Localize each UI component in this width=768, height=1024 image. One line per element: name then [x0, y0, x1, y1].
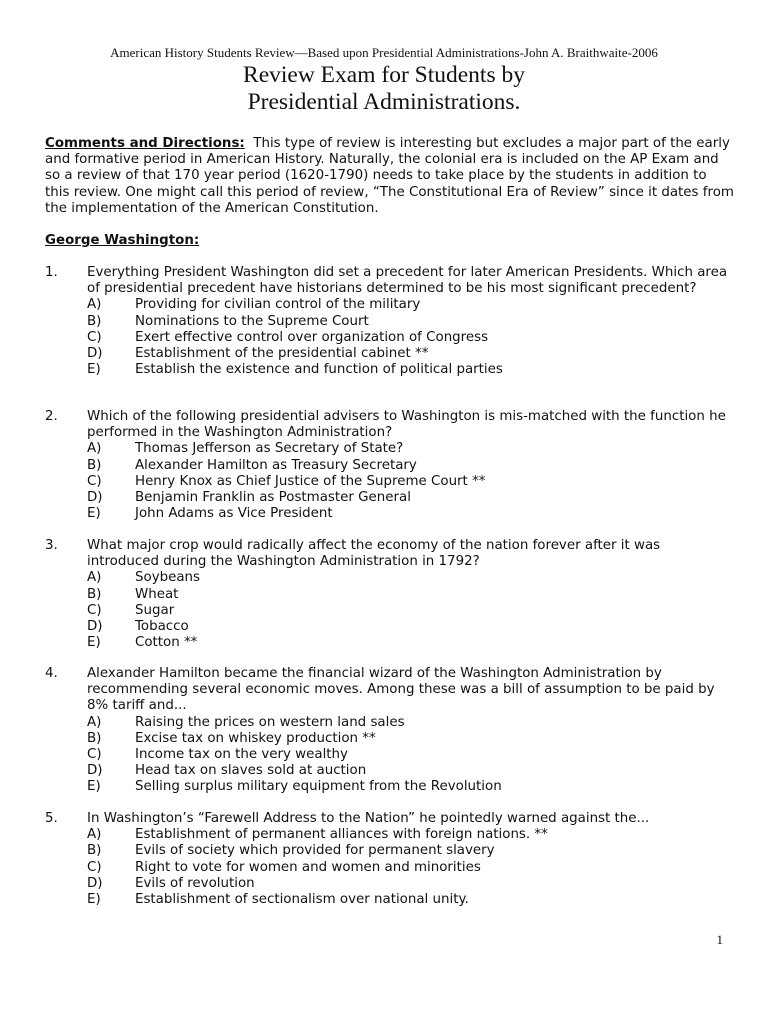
option-label: A): [87, 441, 102, 457]
option-text: Head tax on slaves sold at auction: [135, 763, 367, 779]
comments-text: This type of review is interesting but excludes a major part of the early and formative period in American History. Naturally, the colonial era is included on the AP Exam and so a review of that 170 year period (1620-1790) needs to take place by the students in addition to this review. One might call this period of review, “The Constitutional Era of Review” since it dates from the implementation of the American Constitution.: [45, 136, 734, 216]
option-text: Henry Knox as Chief Justice of the Supreme Court **: [135, 473, 486, 489]
option-text: Evils of revolution: [135, 875, 255, 891]
answer-option: [87, 570, 735, 586]
option-label: C): [87, 747, 102, 763]
question-number: 2.: [45, 409, 58, 424]
option-label: D): [87, 875, 103, 891]
answer-option: [87, 441, 735, 457]
option-label: E): [87, 506, 101, 522]
document-header: American History Students Review—Based upon Presidential Administrations-John A. Braithwaite-2006: [110, 45, 658, 60]
question-text: What major crop would radically affect the economy of the nation forever after it was introduced during the Washington Administration in 1792?: [87, 538, 661, 570]
option-text: Nominations to the Supreme Court: [135, 313, 369, 329]
answer-option: [87, 314, 735, 330]
answer-option: [87, 506, 735, 522]
option-label: C): [87, 859, 102, 875]
question-text: Which of the following presidential advisers to Washington is mis-matched with the function he performed in the Washington Administration?: [87, 409, 726, 441]
answer-option: [87, 635, 735, 651]
option-text: John Adams as Vice President: [135, 506, 333, 522]
question-text: Everything President Washington did set a precedent for later American Presidents. Which area of presidential precedent have historians determined to be his most significant precedent?: [87, 265, 728, 297]
option-text: Selling surplus military equipment from the Revolution: [135, 779, 502, 795]
option-label: C): [87, 602, 102, 618]
answer-option: [87, 474, 735, 490]
option-text: Raising the prices on western land sales: [135, 714, 405, 730]
option-label: C): [87, 329, 102, 345]
answer-option: [87, 860, 735, 876]
option-label: D): [87, 490, 103, 506]
answer-option: [87, 827, 735, 843]
option-text: Establish the existence and function of political parties: [135, 362, 503, 378]
answer-option: [87, 297, 735, 313]
question-3: [45, 538, 735, 651]
answer-option: [87, 330, 735, 346]
option-label: B): [87, 313, 102, 329]
option-label: A): [87, 570, 102, 586]
answer-option: [87, 587, 735, 603]
page-number: 1: [716, 932, 723, 947]
option-label: E): [87, 635, 101, 651]
document-title: [0, 62, 768, 116]
comments-paragraph: [45, 136, 735, 217]
answer-option: [87, 779, 735, 795]
option-label: B): [87, 457, 102, 473]
option-text: Alexander Hamilton as Treasury Secretary: [135, 457, 417, 473]
question-number: 4.: [45, 666, 58, 681]
option-text: Establishment of permanent alliances with foreign nations. **: [135, 827, 548, 843]
comments-lead: Comments and Directions:: [45, 136, 245, 151]
question-number: 3.: [45, 538, 58, 553]
option-label: B): [87, 730, 102, 746]
option-label: A): [87, 297, 102, 313]
answer-option: [87, 747, 735, 763]
answer-option: [87, 619, 735, 635]
option-label: D): [87, 346, 103, 362]
option-label: B): [87, 843, 102, 859]
option-label: E): [87, 362, 101, 378]
answer-option: [87, 731, 735, 747]
option-text: Right to vote for women and women and minorities: [135, 859, 481, 875]
option-label: B): [87, 586, 102, 602]
option-text: Thomas Jefferson as Secretary of State?: [135, 441, 404, 457]
answer-option: [87, 346, 735, 362]
answer-option: [87, 715, 735, 731]
answer-option: [87, 892, 735, 908]
answer-option: [87, 458, 735, 474]
question-1: [45, 265, 735, 378]
title-line-2: Presidential Administrations.: [247, 89, 521, 115]
question-number: 1.: [45, 265, 58, 280]
option-text: Establishment of sectionalism over national unity.: [135, 892, 469, 908]
option-text: Sugar: [135, 602, 175, 618]
option-text: Evils of society which provided for permanent slavery: [135, 843, 495, 859]
option-text: Excise tax on whiskey production **: [135, 730, 376, 746]
option-text: Benjamin Franklin as Postmaster General: [135, 490, 411, 506]
question-text: Alexander Hamilton became the financial wizard of the Washington Administration by recommending several economic moves. Among these was a bill of assumption to be paid by 8% tariff and...: [87, 666, 715, 714]
question-text: In Washington’s “Farewell Address to the Nation” he pointedly warned against the...: [87, 811, 650, 826]
option-text: Providing for civilian control of the military: [135, 297, 421, 313]
option-label: A): [87, 827, 102, 843]
question-2: [45, 409, 735, 522]
answer-option: [87, 876, 735, 892]
option-label: D): [87, 619, 103, 635]
question-5: [45, 811, 735, 908]
option-text: Exert effective control over organization of Congress: [135, 329, 489, 345]
option-text: Establishment of the presidential cabinet **: [135, 346, 429, 362]
title-line-1: Review Exam for Students by: [243, 62, 525, 88]
option-text: Income tax on the very wealthy: [135, 747, 348, 763]
option-label: E): [87, 892, 101, 908]
option-label: A): [87, 714, 102, 730]
answer-option: [87, 603, 735, 619]
answer-option: [87, 362, 735, 378]
question-number: 5.: [45, 811, 58, 826]
question-4: [45, 666, 735, 796]
answer-option: [87, 763, 735, 779]
option-text: Cotton **: [135, 635, 198, 651]
option-text: Tobacco: [135, 619, 189, 635]
option-text: Wheat: [135, 586, 179, 602]
option-label: C): [87, 473, 102, 489]
option-text: Soybeans: [135, 570, 201, 586]
section-heading: George Washington:: [45, 233, 200, 248]
option-label: E): [87, 779, 101, 795]
option-label: D): [87, 763, 103, 779]
answer-option: [87, 490, 735, 506]
answer-option: [87, 843, 735, 859]
